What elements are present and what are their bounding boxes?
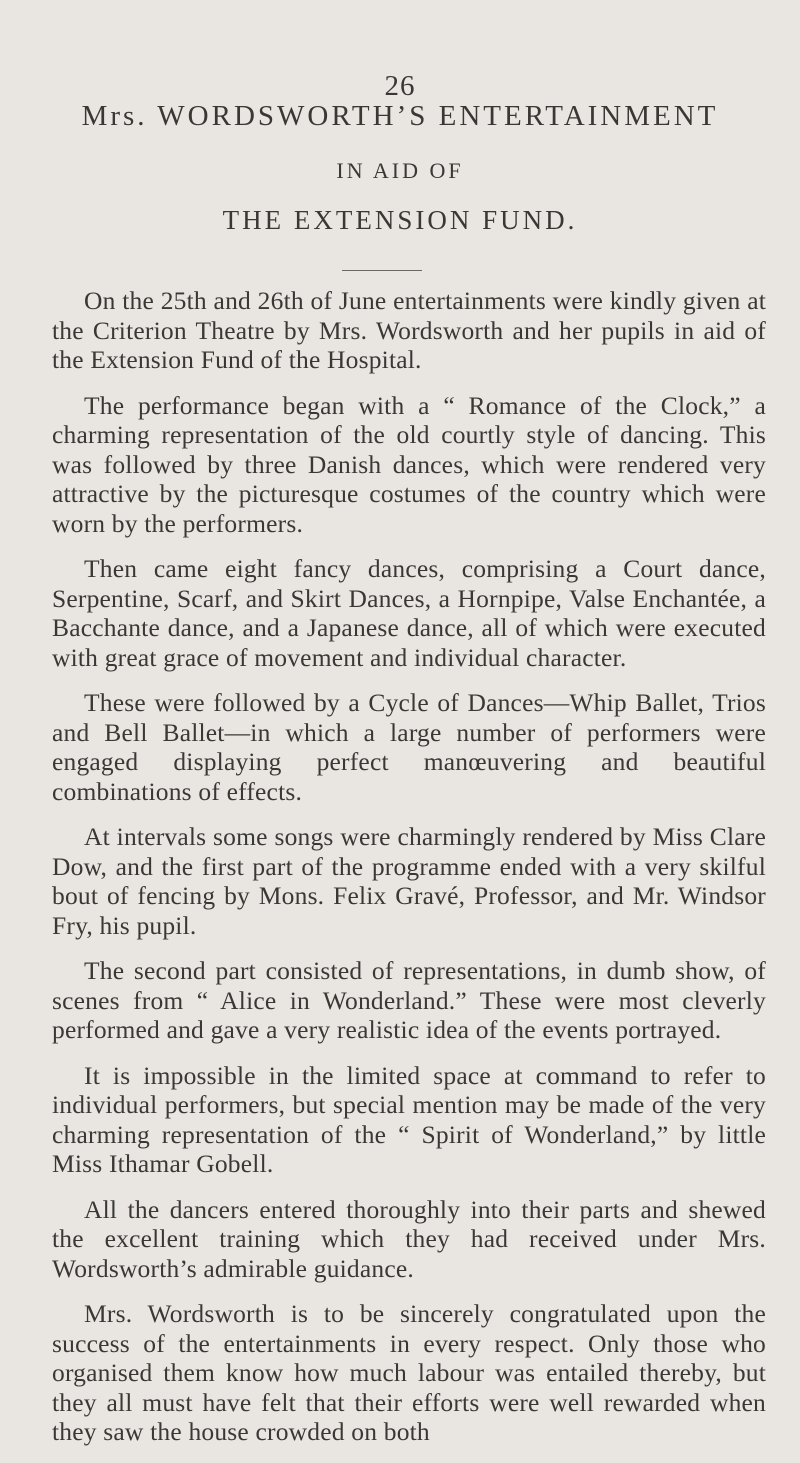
article-body [52,286,766,1463]
paragraph: It is impossible in the limited space at command to refer to individual performers, but special mention may be made of the very charming representation of the “ Spirit of Wonderland,” by little Miss Ithamar Gobell. [52,1060,766,1178]
page-number: 26 [384,70,416,102]
paragraph: On the 25th and 26th of June entertainments were kindly given at the Criterion Theatre by Mrs. Wordsworth and her pupils in aid of the Extension Fund of the Hospital. [52,286,766,374]
article-subtitle: IN AID OF [336,158,464,183]
paragraph: The performance began with a “ Romance of the Clock,” a charming representation of the old courtly style of dancing. This was followed by three Danish dances, which were rendered very attractive by the picturesque costumes of the country which were worn by the performers. [52,390,766,538]
paragraph: At intervals some songs were charmingly rendered by Miss Clare Dow, and the first part of the programme ended with a very skilful bout of fencing by Mons. Felix Gravé, Professor, and Mr. Windsor Fry, his pupil. [52,822,766,940]
paragraph: All the dancers entered thoroughly into their parts and shewed the excellent training which they had received under Mrs. Wordsworth’s admirable guidance. [52,1194,766,1283]
paragraph: Mrs. Wordsworth is to be sincerely congratulated upon the success of the entertainments in every respect. Only those who organised them know how much labour was entailed thereby, but they all must have felt that their efforts were well rewarded when they saw the house crowded on both [52,1299,766,1446]
paragraph: These were followed by a Cycle of Dances—Whip Ballet, Trios and Bell Ballet—in which a large number of performers were engaged displaying perfect manœuvering and beautiful combinations of effects. [52,688,766,806]
article-title: Mrs. WORDSWORTH’S ENTERTAINMENT [81,100,719,132]
paragraph: Then came eight fancy dances, comprising a Court dance, Serpentine, Scarf, and Skirt Dances, a Hornpipe, Valse Enchantée, a Bacchante dance, and a Japanese dance, all of which were executed with great grace of movement and individual character. [52,554,766,672]
divider-rule [342,270,422,271]
article-subtitle-fund: THE EXTENSION FUND. [222,205,578,235]
paragraph: The second part consisted of representations, in dumb show, of scenes from “ Alice in Wonderland.” These were most cleverly performed and gave a very realistic idea of the events portrayed. [52,956,766,1044]
